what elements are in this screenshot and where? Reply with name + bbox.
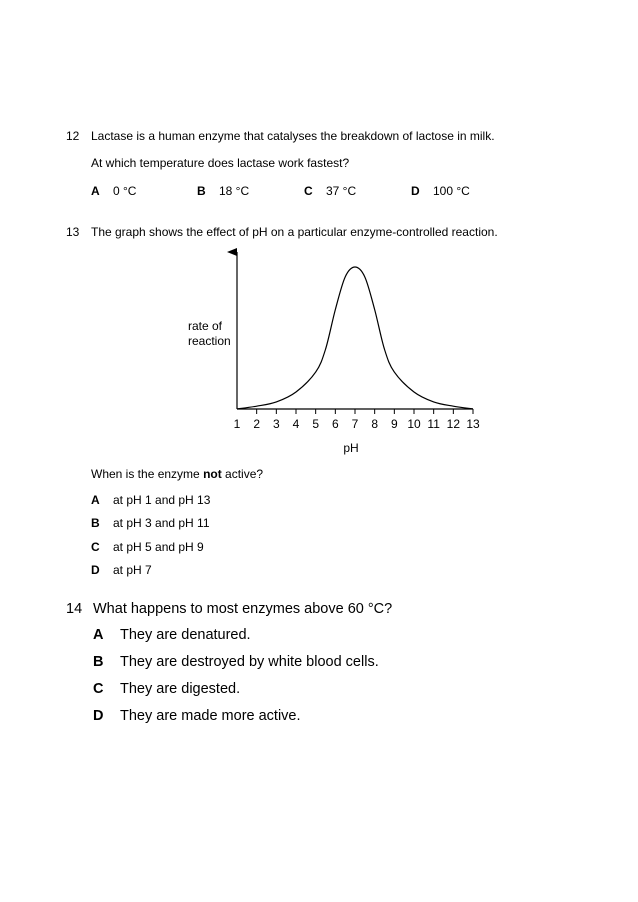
x-tick-label-13: 13 [466, 417, 480, 431]
x-tick-label-9: 9 [390, 417, 398, 431]
q13-option-d-letter: D [91, 563, 100, 577]
x-tick-label-2: 2 [253, 417, 261, 431]
q12-number: 12 [66, 129, 80, 143]
q12-option-d-letter: D [411, 184, 420, 198]
q13-question [91, 467, 263, 481]
x-tick-label-12: 12 [446, 417, 461, 431]
x-ticks [257, 409, 473, 414]
x-tick-label-10: 10 [407, 417, 421, 431]
q12-option-b-text: 18 °C [219, 184, 250, 198]
q14-option-c-text: They are digested. [120, 681, 241, 697]
q12-stem: Lactase is a human enzyme that catalyses the breakdown of lactose in milk. [91, 129, 495, 143]
q12-question: At which temperature does lactase work fastest? [91, 156, 350, 170]
x-tick-label-4: 4 [292, 417, 300, 431]
y-axis-label-line2: reaction [188, 334, 231, 348]
q13-option-d-text: at pH 7 [113, 563, 152, 577]
x-tick-label-5: 5 [312, 417, 320, 431]
q14-option-a-text: They are denatured. [120, 627, 251, 643]
q12-option-c-letter: C [304, 184, 313, 198]
q14-option-b-text: They are destroyed by white blood cells. [120, 654, 379, 670]
x-tick-label-6: 6 [331, 417, 339, 431]
q13-option-c-text: at pH 5 and pH 9 [113, 540, 204, 554]
q14-option-b-letter: B [93, 654, 104, 670]
q13-option-b-text: at pH 3 and pH 11 [113, 516, 210, 530]
x-axis-label: pH [343, 441, 359, 455]
q12-option-c-text: 37 °C [326, 184, 357, 198]
q13-question-end: active? [221, 467, 264, 481]
q14-option-a-letter: A [93, 627, 104, 643]
x-tick-label-8: 8 [371, 417, 379, 431]
q12-option-a-text: 0 °C [113, 184, 137, 198]
x-tick-labels [234, 417, 480, 431]
q13-option-b-letter: B [91, 516, 100, 530]
q13-question-start: When is the enzyme [91, 467, 204, 481]
x-tick-label-1: 1 [233, 417, 241, 431]
q14-option-d-letter: D [93, 708, 104, 724]
q13-option-a-text: at pH 1 and pH 13 [113, 493, 211, 507]
q14-number: 14 [66, 601, 83, 617]
q14-option-d-text: They are made more active. [120, 708, 301, 724]
q13-number: 13 [66, 225, 80, 239]
y-axis-label-line1: rate of [188, 319, 223, 333]
q13-option-c-letter: C [91, 540, 100, 554]
q14-option-c-letter: C [93, 681, 104, 697]
q14-stem: What happens to most enzymes above 60 °C? [93, 601, 393, 617]
x-tick-label-11: 11 [427, 417, 440, 431]
q13-option-a-letter: A [91, 493, 100, 507]
q13-stem: The graph shows the effect of pH on a particular enzyme-controlled reaction. [91, 225, 498, 239]
q12-option-a-letter: A [91, 184, 100, 198]
x-tick-label-3: 3 [272, 417, 280, 431]
q13-question-emphasis: not [203, 467, 222, 481]
x-tick-label-7: 7 [351, 417, 359, 431]
q12-option-d-text: 100 °C [433, 184, 470, 198]
rate-curve [237, 267, 473, 409]
q12-option-b-letter: B [197, 184, 206, 198]
